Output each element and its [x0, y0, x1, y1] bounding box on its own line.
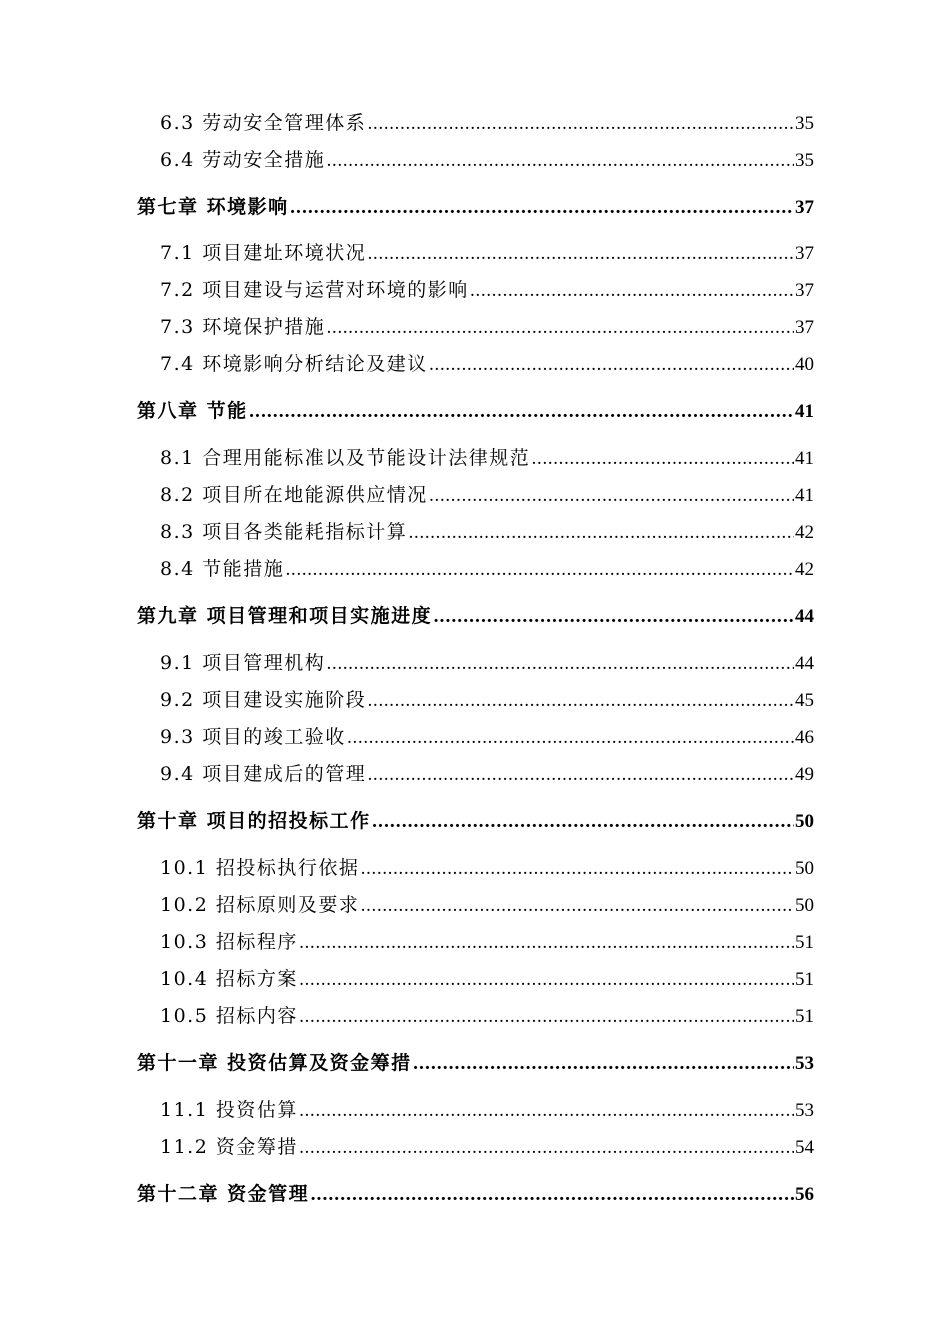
dot-leader [299, 933, 794, 953]
toc-page-number: 44 [795, 653, 814, 674]
toc-entry-label: 10.2 招标原则及要求 [160, 894, 360, 916]
toc-page-number: 49 [795, 764, 814, 785]
toc-entry-label: 9.1 项目管理机构 [160, 652, 326, 674]
toc-entry-label: 10.4 招标方案 [160, 968, 298, 990]
toc-section-entry[interactable] [0, 108, 950, 138]
dot-leader [413, 1054, 794, 1074]
toc-page-number: 41 [795, 448, 814, 469]
toc-page-number: 53 [795, 1053, 814, 1074]
toc-entry-label: 7.2 项目建设与运营对环境的影响 [160, 279, 469, 301]
toc-section-entry[interactable] [0, 1001, 950, 1031]
toc-chapter-entry[interactable] [0, 192, 950, 222]
toc-page-number: 37 [795, 280, 814, 301]
dot-leader [347, 728, 794, 748]
dot-leader [360, 859, 794, 879]
toc-page-number: 42 [795, 522, 814, 543]
toc-page-number: 50 [795, 811, 814, 832]
toc-page-number: 54 [795, 1137, 814, 1158]
dot-leader [249, 402, 794, 422]
toc-chapter-entry[interactable] [0, 601, 950, 631]
dot-leader [367, 244, 794, 264]
toc-page-number: 46 [795, 727, 814, 748]
toc-page-number: 37 [795, 197, 814, 218]
toc-page-number: 51 [795, 969, 814, 990]
dot-leader [433, 607, 794, 627]
toc-entry-label: 7.3 环境保护措施 [160, 316, 326, 338]
toc-page-number: 50 [795, 895, 814, 916]
toc-page-number: 44 [795, 606, 814, 627]
toc-section-entry[interactable] [0, 1095, 950, 1125]
toc-chapter-entry[interactable] [0, 396, 950, 426]
toc-section-entry[interactable] [0, 517, 950, 547]
toc-page-number: 50 [795, 858, 814, 879]
toc-section-entry[interactable] [0, 890, 950, 920]
dot-leader [531, 449, 794, 469]
toc-entry-label: 10.3 招标程序 [160, 931, 298, 953]
toc-page-number: 41 [795, 401, 814, 422]
dot-leader [360, 896, 794, 916]
toc-section-entry[interactable] [0, 759, 950, 789]
toc-entry-label: 第十章 项目的招投标工作 [137, 810, 371, 832]
dot-leader [408, 523, 794, 543]
toc-entry-label: 8.3 项目各类能耗指标计算 [160, 521, 408, 543]
toc-entry-label: 9.4 项目建成后的管理 [160, 763, 367, 785]
dot-leader [310, 1185, 794, 1205]
toc-entry-label: 第十二章 资金管理 [137, 1183, 310, 1205]
toc-entry-label: 7.4 环境影响分析结论及建议 [160, 353, 428, 375]
dot-leader [470, 281, 794, 301]
toc-page-number: 35 [795, 150, 814, 171]
toc-entry-label: 第七章 环境影响 [137, 196, 289, 218]
toc-page-number: 53 [795, 1100, 814, 1121]
dot-leader [326, 318, 794, 338]
toc-section-entry[interactable] [0, 312, 950, 342]
dot-leader [299, 1007, 794, 1027]
toc-entry-label: 10.1 招投标执行依据 [160, 857, 360, 879]
toc-section-entry[interactable] [0, 685, 950, 715]
toc-page-number: 37 [795, 317, 814, 338]
toc-entry-label: 7.1 项目建址环境状况 [160, 242, 367, 264]
toc-page-number: 35 [795, 113, 814, 134]
toc-section-entry[interactable] [0, 853, 950, 883]
toc-page-number: 40 [795, 354, 814, 375]
toc-entry-label: 9.3 项目的竣工验收 [160, 726, 346, 748]
toc-section-entry[interactable] [0, 238, 950, 268]
dot-leader [299, 970, 794, 990]
toc-page-number: 51 [795, 932, 814, 953]
toc-entry-label: 8.2 项目所在地能源供应情况 [160, 484, 428, 506]
toc-section-entry[interactable] [0, 964, 950, 994]
toc-entry-label: 6.4 劳动安全措施 [160, 149, 326, 171]
toc-entry-label: 8.4 节能措施 [160, 558, 285, 580]
toc-section-entry[interactable] [0, 480, 950, 510]
toc-section-entry[interactable] [0, 722, 950, 752]
toc-chapter-entry[interactable] [0, 1179, 950, 1209]
toc-entry-label: 10.5 招标内容 [160, 1005, 298, 1027]
toc-entry-label: 第九章 项目管理和项目实施进度 [137, 605, 433, 627]
dot-leader [299, 1101, 794, 1121]
toc-section-entry[interactable] [0, 648, 950, 678]
toc-entry-label: 6.3 劳动安全管理体系 [160, 112, 367, 134]
dot-leader [299, 1138, 794, 1158]
dot-leader [285, 560, 794, 580]
dot-leader [326, 654, 794, 674]
toc-entry-label: 第八章 节能 [137, 400, 248, 422]
toc-section-entry[interactable] [0, 349, 950, 379]
toc-entry-label: 11.2 资金筹措 [160, 1136, 298, 1158]
toc-page-number: 37 [795, 243, 814, 264]
toc-chapter-entry[interactable] [0, 1048, 950, 1078]
dot-leader [429, 486, 794, 506]
dot-leader [367, 691, 794, 711]
toc-page-number: 42 [795, 559, 814, 580]
toc-entry-label: 11.1 投资估算 [160, 1099, 298, 1121]
toc-section-entry[interactable] [0, 275, 950, 305]
toc-page-number: 45 [795, 690, 814, 711]
toc-page-number: 41 [795, 485, 814, 506]
toc-entry-label: 9.2 项目建设实施阶段 [160, 689, 367, 711]
toc-entry-label: 8.1 合理用能标准以及节能设计法律规范 [160, 447, 531, 469]
dot-leader [367, 114, 794, 134]
dot-leader [290, 198, 794, 218]
toc-section-entry[interactable] [0, 145, 950, 175]
dot-leader [326, 151, 794, 171]
toc-page-number: 56 [795, 1184, 814, 1205]
toc-section-entry[interactable] [0, 1132, 950, 1162]
toc-section-entry[interactable] [0, 443, 950, 473]
toc-page-number: 51 [795, 1006, 814, 1027]
toc-section-entry[interactable] [0, 554, 950, 584]
dot-leader [367, 765, 794, 785]
toc-entry-label: 第十一章 投资估算及资金筹措 [137, 1052, 412, 1074]
toc-chapter-entry[interactable] [0, 806, 950, 836]
dot-leader [372, 812, 794, 832]
dot-leader [429, 355, 794, 375]
toc-section-entry[interactable] [0, 927, 950, 957]
